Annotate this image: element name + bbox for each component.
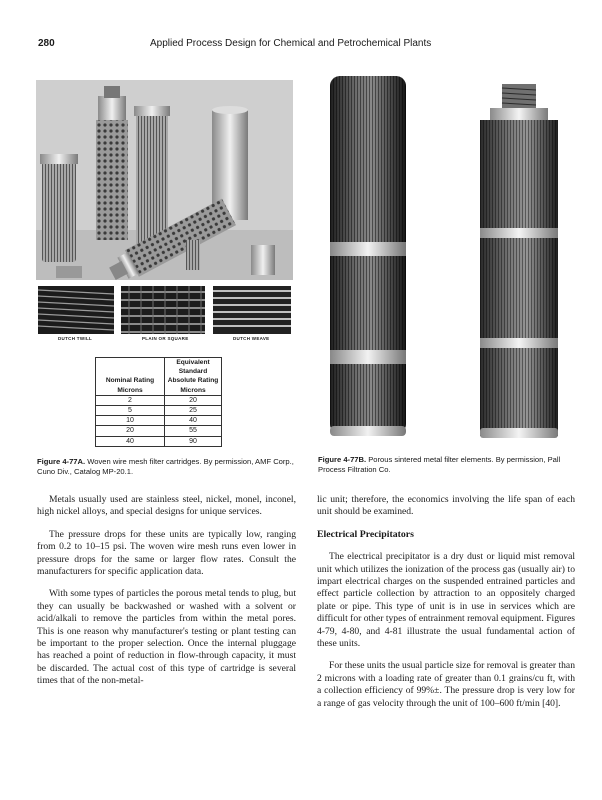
caption-label: Figure 4-77A.: [37, 457, 86, 466]
body-right-column: [317, 494, 575, 720]
page-number: 280: [38, 38, 55, 49]
caption-text: Woven wire mesh filter cartridges. By permission, AMF Corp., Cuno Div., Catalog MP-20.1.: [37, 457, 294, 476]
table-cell: 20: [165, 395, 222, 405]
table-cell: 5: [96, 406, 165, 416]
plain-square-mesh-sample: [121, 286, 205, 334]
table-row: [96, 436, 222, 446]
paragraph: The pressure drops for these units are typically low, ranging from 0.2 to 10–15 psi. The woven wire mesh runs even lower in pressure drops for the same or larger flow rates. Consult the manufacturers for specific application data.: [37, 528, 296, 578]
header-absolute-rating: Equivalent Standard Absolute Rating Microns: [165, 358, 222, 396]
sintered-filter-element-photo-1: [318, 62, 418, 442]
sintered-filter-element-photo-2: [462, 62, 574, 442]
table-cell: 25: [165, 406, 222, 416]
mesh-label-dutch-twill: DUTCH TWILL: [58, 336, 93, 341]
table-row: [96, 416, 222, 426]
table-cell: 40: [96, 436, 165, 446]
figure-4-77b-caption: [318, 455, 576, 475]
micron-rating-table: [95, 357, 222, 447]
running-head: Applied Process Design for Chemical and Petrochemical Plants: [150, 38, 432, 49]
paragraph: Metals usually used are stainless steel, nickel, monel, inconel, high nickel alloys, and special designs for unique services.: [37, 494, 296, 518]
table-header-row: [96, 358, 222, 396]
table-cell: 20: [96, 426, 165, 436]
dutch-twill-mesh-sample: [38, 286, 114, 334]
mesh-label-plain-square: PLAIN OR SQUARE: [142, 336, 189, 341]
figure-4-77a-caption: [37, 457, 299, 477]
table-row: [96, 406, 222, 416]
paragraph-continued: lic unit; therefore, the economics involving the life span of each unit should be examined.: [317, 494, 575, 518]
table-cell: 10: [96, 416, 165, 426]
dutch-weave-mesh-sample: [213, 286, 291, 334]
paragraph: With some types of particles the porous metal tends to plug, but they can usually be backwashed or washed with a solvent or acid/alkali to remove the particles from within the metal pores. This is one reason why manufacturer's testing or plant testing can be important to the proper selection. Once the internal pluggage has reached a point of reduction in flow-through capacity, it must be discarded. The actual cost of this type of cartridge is several times that of the non-metal-: [37, 588, 296, 687]
table-row: [96, 426, 222, 436]
table-row: [96, 395, 222, 405]
body-left-column: [37, 494, 296, 698]
table-cell: 55: [165, 426, 222, 436]
table-cell: 2: [96, 395, 165, 405]
header-nominal-rating: Nominal Rating Microns: [96, 358, 165, 396]
table-cell: 40: [165, 416, 222, 426]
cartridges-illustration: [36, 80, 293, 280]
wire-mesh-cartridges-photo: [36, 80, 293, 280]
caption-text: Porous sintered metal filter elements. By permission, Pall Process Filtration Co.: [318, 455, 561, 474]
paragraph: For these units the usual particle size for removal is greater than 2 microns with a loading rate of greater than 0.1 grains/cu ft, with a collection efficiency of 99%±. The pressure drop is very low for a range of gas velocity through the unit of 100–600 ft/min [40].: [317, 660, 575, 709]
caption-label: Figure 4-77B.: [318, 455, 367, 464]
table-cell: 90: [165, 436, 222, 446]
section-heading: Electrical Precipitators: [317, 528, 414, 540]
paragraph: The electrical precipitator is a dry dust or liquid mist removal unit which utilizes the ionization of the process gas (usually air) to impart electrical charges on the suspended entrained particles and effect particle collection by attraction to an oppositely charged plate or pipe. This type of unit is in use in services which are difficult for other types of entrainment removal equipment. Figures 4-79, 4-80, and 4-81 illustrate the usual fundamental action of these units.: [317, 551, 575, 650]
mesh-label-dutch-weave: DUTCH WEAVE: [233, 336, 270, 341]
